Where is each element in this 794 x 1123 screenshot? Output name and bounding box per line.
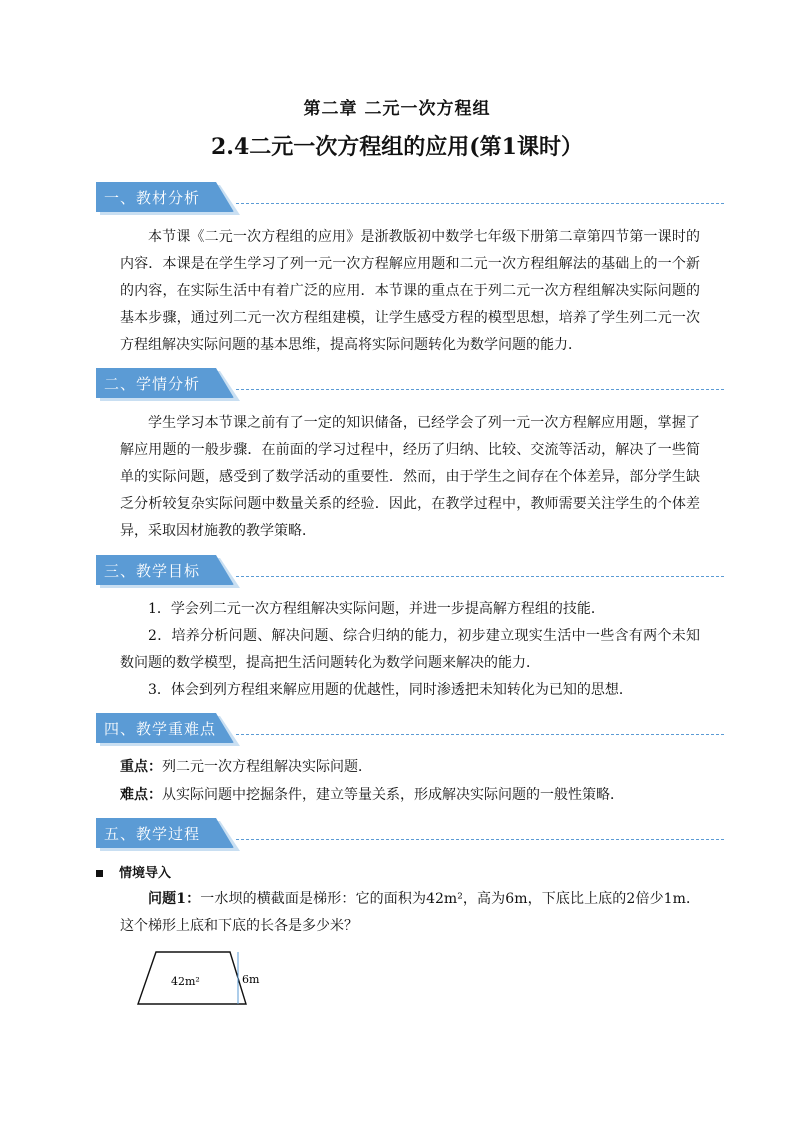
problem-paragraph	[120, 886, 700, 940]
difficulty-label: 难点：	[120, 787, 162, 803]
goal-item: 3．体会到列方程组来解应用题的优越性，同时渗透把未知转化为已知的思想．	[148, 682, 633, 698]
dashed-divider	[236, 839, 724, 840]
difficulty-line	[120, 782, 700, 809]
key-point-text: 列二元一次方程组解决实际问题．	[162, 759, 372, 775]
section-header-teaching-goals	[96, 555, 724, 589]
key-point-line	[120, 754, 700, 781]
section-header-key-points	[96, 713, 724, 747]
height-label: 6m	[242, 973, 260, 986]
paragraph: 本节课《二元一次方程组的应用》是浙教版初中数学七年级下册第二章第四节第一课时的内容．本课是在学生学习了列一元一次方程解应用题和二元一次方程组解法的基础上的一个新的内容，在实际生活中有着广泛的应用．本节课的重点在于列二元一次方程组解决实际问题的基本步骤，通过列二元一次方程组建模，让学生感受方程的模型思想，培养了学生列二元一次方程组解决实际问题的基本思维，提高将实际问题转化为数学问题的能力．	[120, 229, 700, 353]
subheading-text: 情境导入	[119, 866, 172, 881]
section-header-textbook-analysis	[96, 182, 724, 216]
section-label: 五、教学过程	[104, 825, 201, 843]
dashed-divider	[236, 203, 724, 204]
section-header-teaching-process	[96, 818, 724, 852]
dashed-divider	[236, 734, 724, 735]
key-point-label: 重点：	[120, 759, 162, 775]
section-label: 二、学情分析	[104, 375, 201, 393]
area-label: 42m²	[171, 975, 200, 988]
problem-label: 问题1：	[148, 891, 201, 907]
dashed-divider	[236, 576, 724, 577]
subheading	[96, 862, 171, 881]
dashed-divider	[236, 389, 724, 390]
goal-item: 2．培养分析问题、解决问题、综合归纳的能力，初步建立现实生活中一些含有两个未知数问题的数学模型，提高把生活问题转化为数学问题来解决的能力．	[120, 628, 700, 671]
section-label: 三、教学目标	[104, 562, 201, 580]
section-header-student-analysis	[96, 368, 724, 402]
section-label: 四、教学重难点	[104, 720, 217, 738]
goal-item: 1．学会列二元一次方程组解决实际问题，并进一步提高解方程组的技能．	[148, 601, 605, 617]
chapter-title: 第二章 二元一次方程组	[303, 99, 491, 119]
difficulty-text: 从实际问题中挖掘条件，建立等量关系，形成解决实际问题的一般性策略．	[162, 787, 624, 803]
paragraph: 学生学习本节课之前有了一定的知识储备，已经学会了列一元一次方程解应用题，掌握了解应用题的一般步骤．在前面的学习过程中，经历了归纳、比较、交流等活动，解决了一些简单的实际问题，感受到了数学活动的重要性．然而，由于学生之间存在个体差异，部分学生缺乏分析较复杂实际问题中数量关系的经验．因此，在教学过程中，教师需要关注学生的个体差异，采取因材施教的教学策略．	[120, 415, 700, 539]
problem-text: 一水坝的横截面是梯形：它的面积为42m²，高为6m，下底比上底的2倍少1m．这个梯形上底和下底的长各是多少米？	[120, 891, 700, 934]
trapezoid-figure	[134, 948, 274, 1010]
section-label: 一、教材分析	[104, 189, 201, 207]
lesson-title: 2.4二元一次方程组的应用(第1课时）	[211, 134, 583, 160]
square-bullet-icon	[96, 870, 103, 877]
